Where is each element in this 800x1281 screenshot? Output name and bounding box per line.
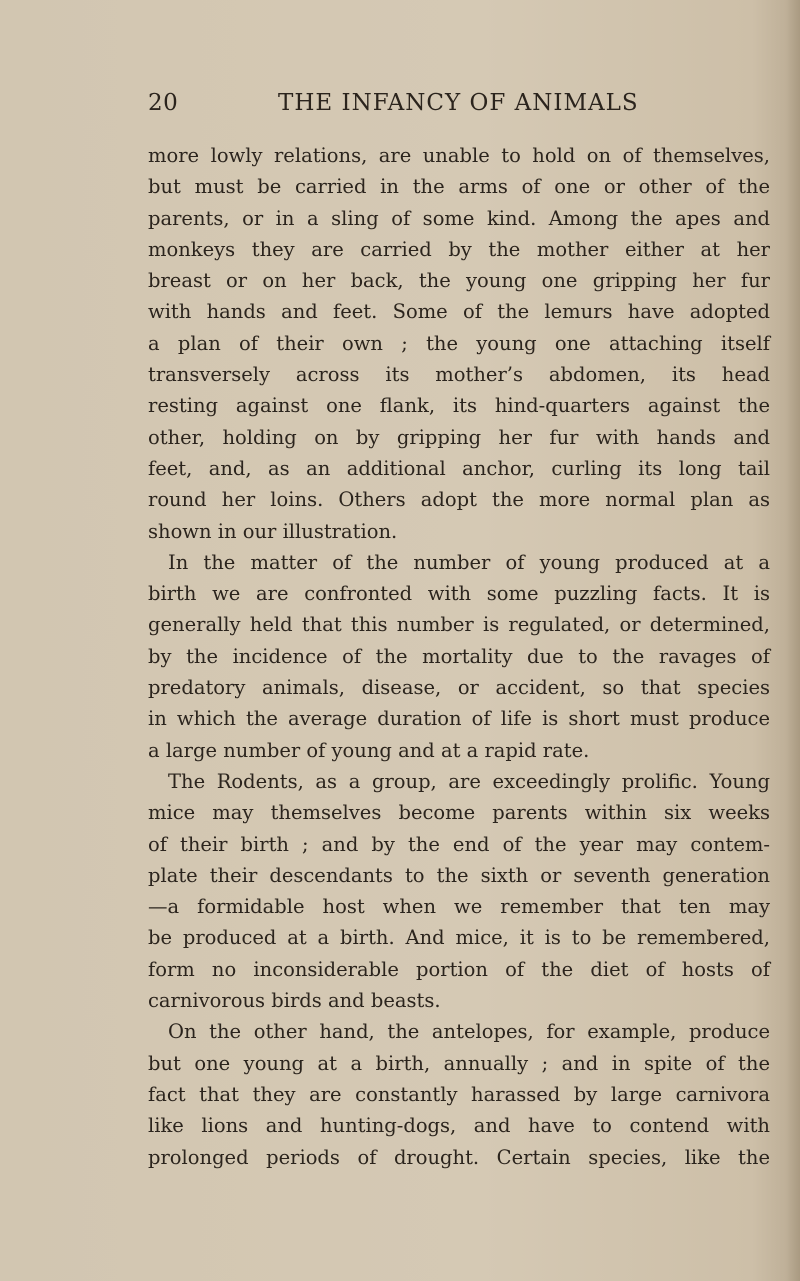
- text-line: a large number of young and at a rapid rate.: [148, 738, 590, 762]
- text-line: a plan of their own ; the young one attaching itself: [148, 331, 770, 355]
- text-line: The Rodents, as a group, are exceedingly prolific. Young: [168, 769, 770, 793]
- text-line: round her loins. Others adopt the more normal plan as: [148, 488, 770, 512]
- text-line: form no inconsiderable portion of the diet of hosts of: [148, 957, 770, 981]
- text-line: parents, or in a sling of some kind. Among the apes and: [148, 206, 770, 230]
- text-line: monkeys they are carried by the mother either at her: [148, 237, 770, 261]
- page-number: 20: [148, 90, 179, 116]
- text-line: other, holding on by gripping her fur with hands and: [148, 425, 770, 449]
- text-line: but one young at a birth, annually ; and in spite of the: [148, 1051, 770, 1075]
- text-line: On the other hand, the antelopes, for example, produce: [168, 1020, 770, 1044]
- text-line: but must be carried in the arms of one or other of the: [148, 175, 770, 199]
- page-header: [148, 90, 668, 120]
- text-line: birth we are confronted with some puzzling facts. It is: [148, 582, 770, 606]
- text-line: In the matter of the number of young produced at a: [168, 550, 770, 574]
- text-line: shown in our illustration.: [148, 519, 398, 543]
- text-line: feet, and, as an additional anchor, curling its long tail: [148, 456, 770, 480]
- text-line: breast or on her back, the young one gripping her fur: [148, 269, 770, 293]
- text-line: like lions and hunting-dogs, and have to contend with: [148, 1114, 770, 1138]
- text-line: mice may themselves become parents within six weeks: [148, 801, 770, 825]
- text-line: with hands and feet. Some of the lemurs have adopted: [148, 300, 770, 324]
- body-text: [148, 140, 770, 1173]
- text-line: carnivorous birds and beasts.: [148, 989, 441, 1013]
- text-line: more lowly relations, are unable to hold on of themselves,: [148, 144, 770, 167]
- text-line: —a formidable host when we remember that ten may: [148, 895, 770, 919]
- text-line: fact that they are constantly harassed by large carnivora: [148, 1082, 770, 1106]
- text-line: plate their descendants to the sixth or seventh generation: [148, 863, 770, 887]
- text-line: predatory animals, disease, or accident, so that species: [148, 676, 770, 700]
- text-line: transversely across its mother’s abdomen, its head: [148, 363, 770, 387]
- text-line: in which the average duration of life is short must produce: [148, 707, 770, 731]
- text-line: of their birth ; and by the end of the year may contem-: [148, 832, 770, 856]
- text-line: prolonged periods of drought. Certain species, like the: [148, 1145, 770, 1169]
- text-line: resting against one flank, its hind-quarters against the: [148, 394, 770, 418]
- page-edge-shadow: [786, 0, 800, 1281]
- text-line: by the incidence of the mortality due to the ravages of: [148, 644, 770, 668]
- text-line: generally held that this number is regulated, or determined,: [148, 613, 770, 637]
- running-head: THE INFANCY OF ANIMALS: [278, 90, 639, 116]
- text-line: be produced at a birth. And mice, it is to be remembered,: [148, 926, 770, 950]
